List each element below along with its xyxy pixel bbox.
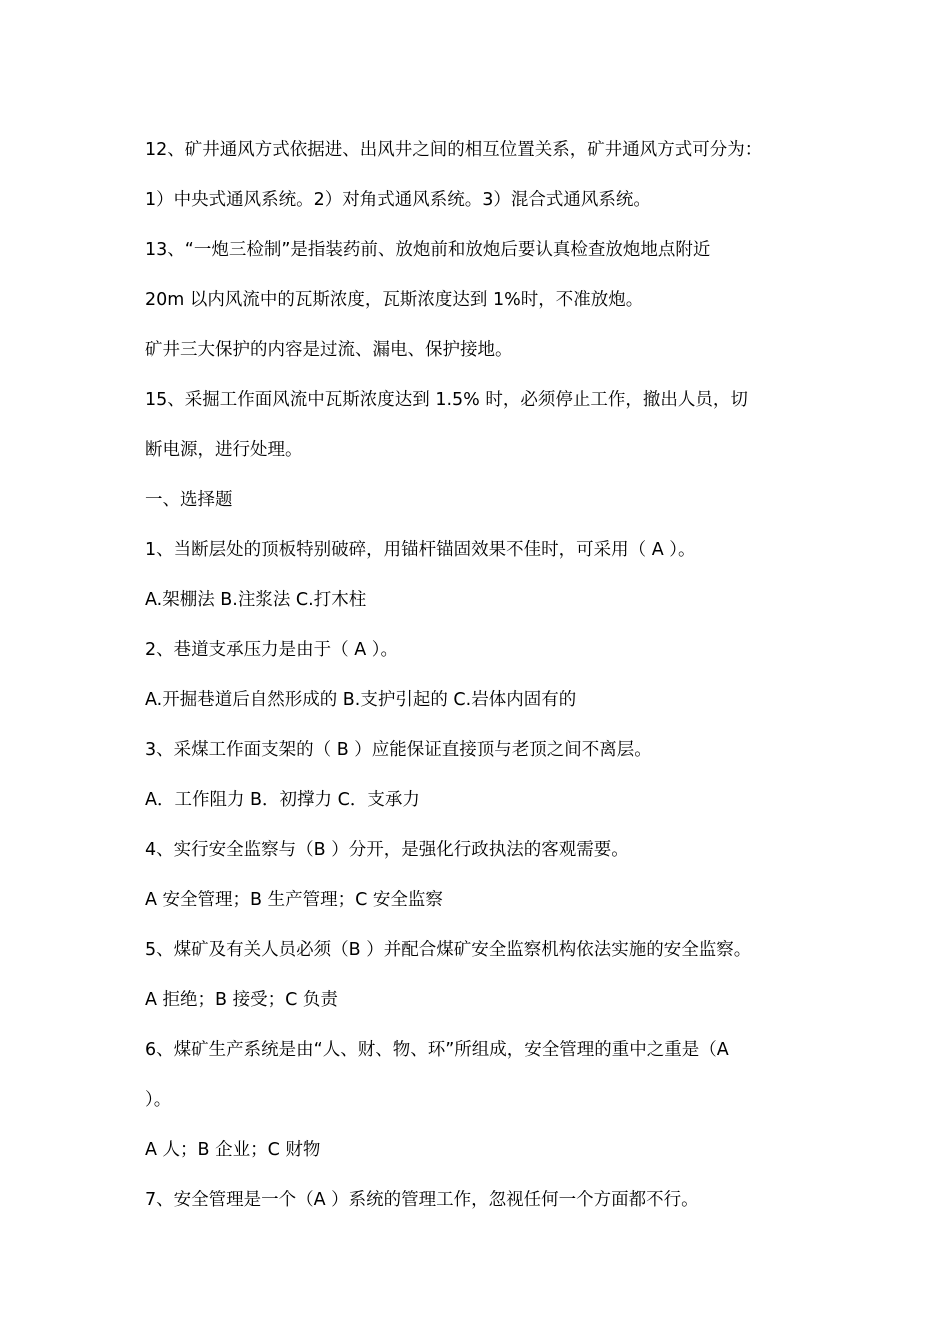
question-4: 4、实行安全监察与（B ）分开，是强化行政执法的客观需要。 xyxy=(145,840,629,860)
options-1: A.架棚法 B.注浆法 C.打木柱 xyxy=(145,590,367,610)
one-blast-three-checks-line: 13、“一炮三检制”是指装药前、放炮前和放炮后要认真检查放炮地点附近 xyxy=(145,240,711,260)
options-4: A 安全管理；B 生产管理；C 安全监察 xyxy=(145,890,443,910)
options-3: A．工作阻力 B．初撑力 C．支承力 xyxy=(145,790,420,810)
question-5: 5、煤矿及有关人员必须（B ）并配合煤矿安全监察机构依法实施的安全监察。 xyxy=(145,940,752,960)
question-3: 3、采煤工作面支架的（ B ）应能保证直接顶与老顶之间不离层。 xyxy=(145,740,652,760)
question-6-continued: ）。 xyxy=(145,1090,172,1110)
options-6: A 人；B 企业；C 财物 xyxy=(145,1140,321,1160)
gas-limit-line: 15、采掘工作面风流中瓦斯浓度达到 1.5% 时，必须停止工作，撤出人员，切 xyxy=(145,390,748,410)
document-body xyxy=(145,127,825,1227)
options-5: A 拒绝；B 接受；C 负责 xyxy=(145,990,338,1010)
three-protections-line: 矿井三大保护的内容是过流、漏电、保护接地。 xyxy=(145,340,513,360)
question-7: 7、安全管理是一个（A ）系统的管理工作，忽视任何一个方面都不行。 xyxy=(145,1190,699,1210)
cut-power-line: 断电源，进行处理。 xyxy=(145,440,303,460)
section-heading: 一、选择题 xyxy=(145,490,233,510)
ventilation-systems-line: 1）中央式通风系统。2）对角式通风系统。3）混合式通风系统。 xyxy=(145,190,651,210)
question-1: 1、当断层处的顶板特别破碎，用锚杆锚固效果不佳时，可采用（ A ）。 xyxy=(145,540,696,560)
question-6: 6、煤矿生产系统是由“人、财、物、环”所组成，安全管理的重中之重是（A xyxy=(145,1040,729,1060)
options-2: A.开掘巷道后自然形成的 B.支护引起的 C.岩体内固有的 xyxy=(145,690,577,710)
ventilation-method-line: 12、矿井通风方式依据进、出风井之间的相互位置关系，矿井通风方式可分为： xyxy=(145,140,763,160)
question-2: 2、巷道支承压力是由于（ A ）。 xyxy=(145,640,398,660)
gas-concentration-line: 20m 以内风流中的瓦斯浓度，瓦斯浓度达到 1%时，不准放炮。 xyxy=(145,290,644,310)
